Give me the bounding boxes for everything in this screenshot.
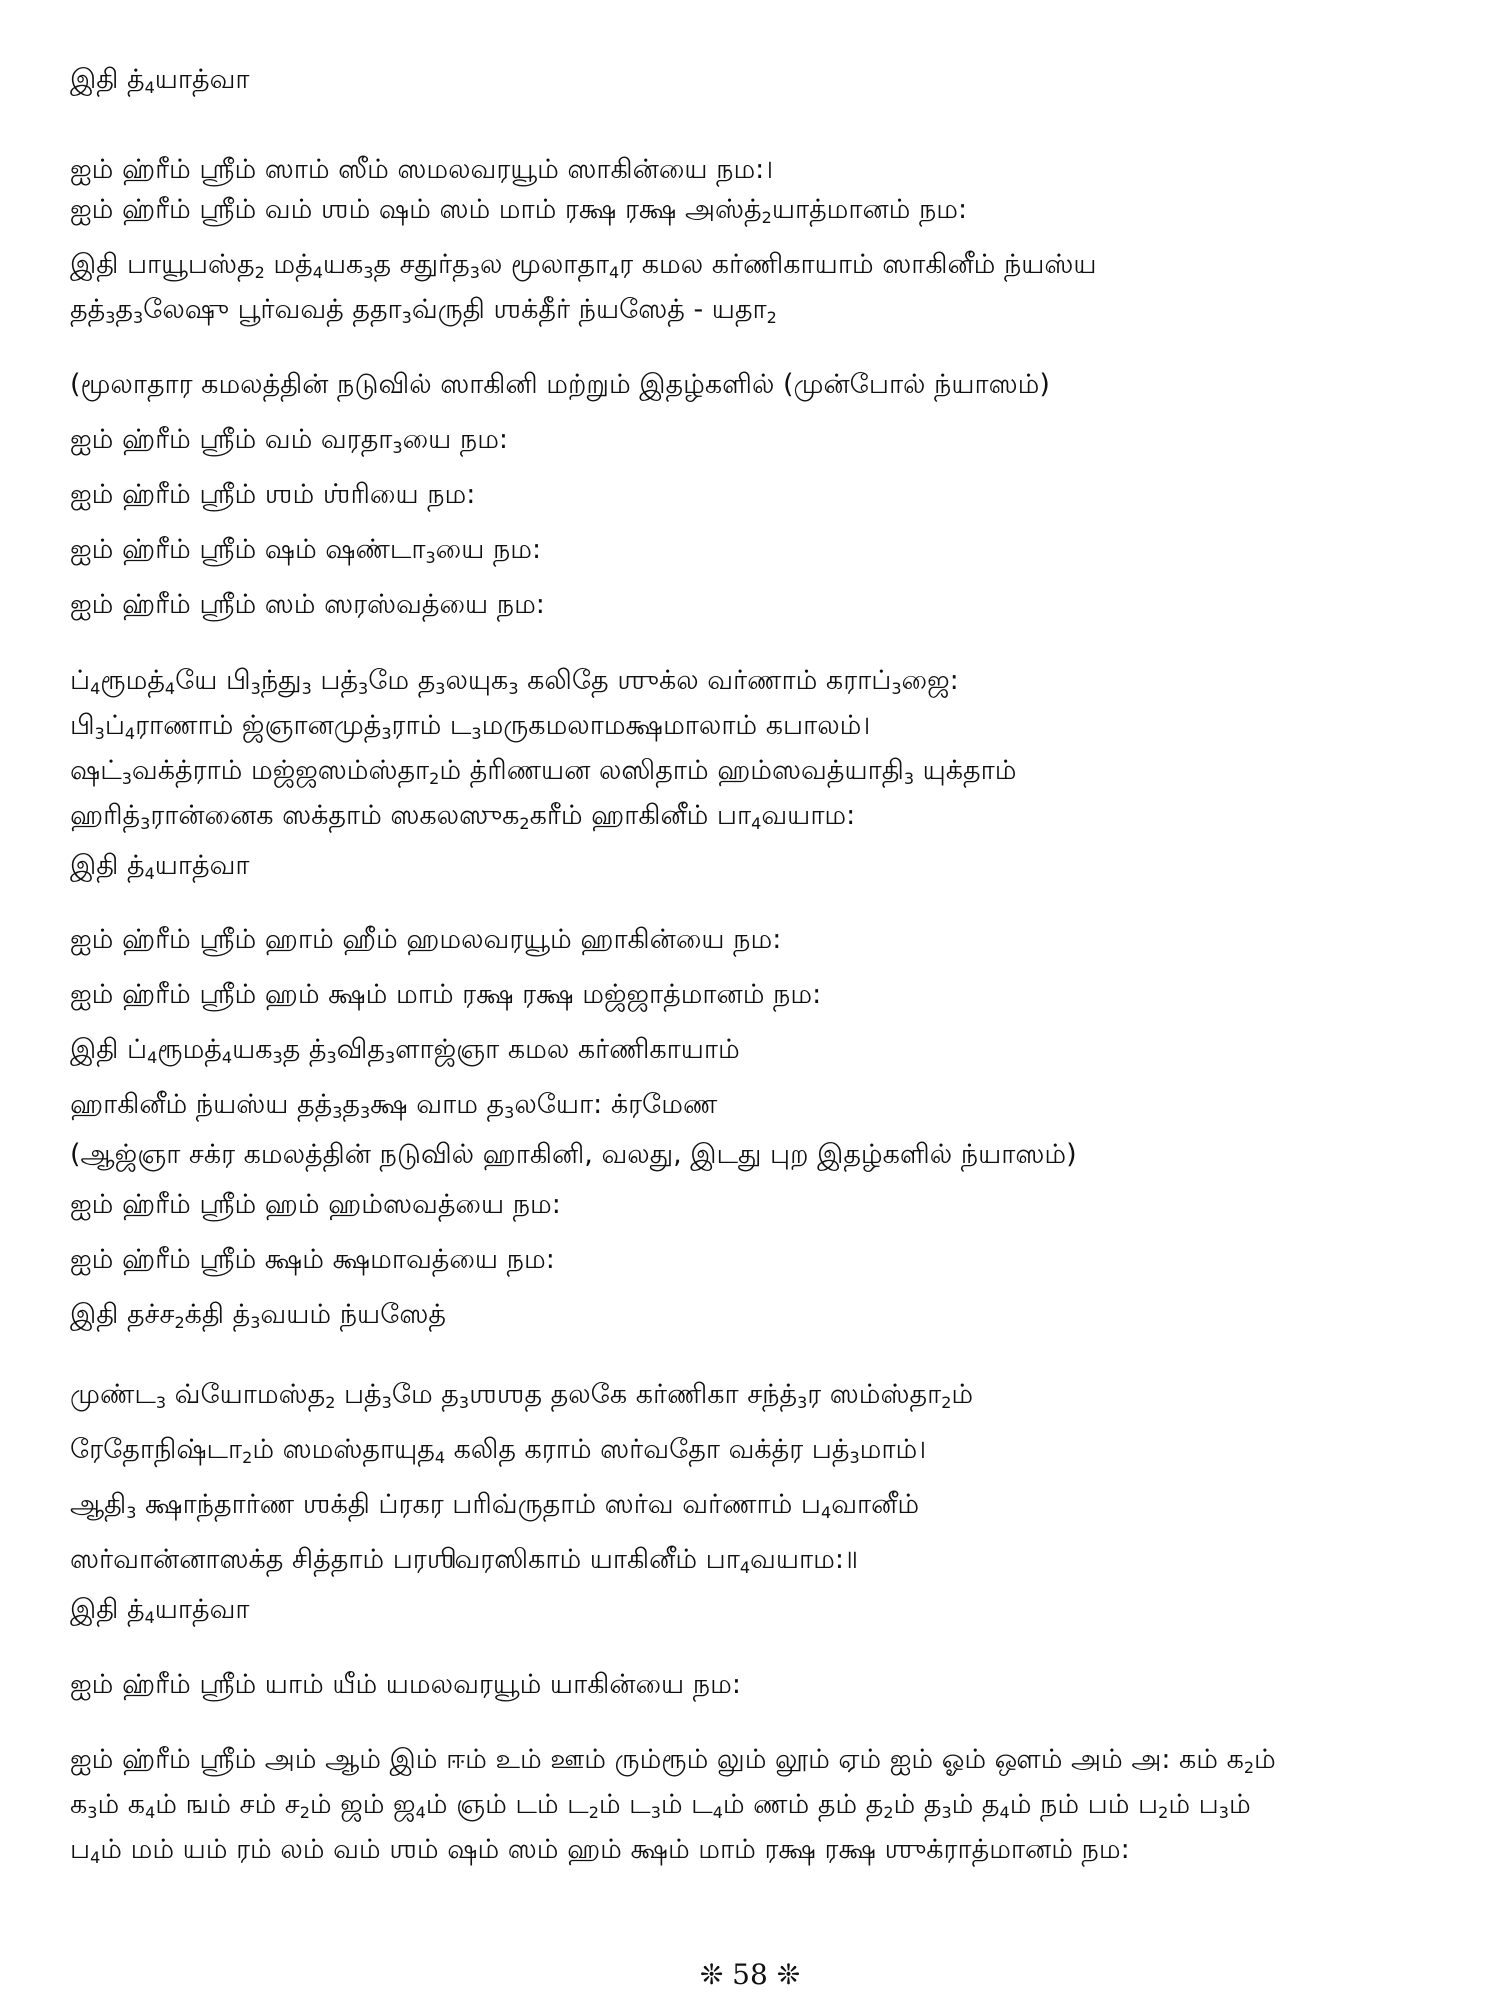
text-segment: மத் — [264, 249, 313, 280]
text-segment: யாத்வா — [154, 64, 250, 95]
subscript-digit: 4 — [751, 814, 762, 833]
subscript-digit: 2 — [941, 1393, 952, 1412]
text-segment: ம் நம் பம் ப — [1009, 1789, 1159, 1820]
subscript-digit: 2 — [588, 1803, 599, 1822]
text-segment: ம் — [1228, 1789, 1251, 1820]
text-segment: ம் — [1254, 1744, 1276, 1775]
text-segment: இதி த் — [70, 1594, 145, 1625]
subscript-digit: 4 — [164, 679, 176, 698]
text-segment: ஐம் ஹ்ரீம் ஸ்ரீம் ஹாம் ஹீம் ஹமலவரயூம் ஹாகின்யை நம: — [70, 924, 782, 955]
subscript-digit: 3 — [363, 263, 374, 282]
text-segment: பத் — [311, 665, 359, 696]
text-segment: யக — [232, 1034, 273, 1065]
subscript-digit: 2 — [299, 1803, 310, 1822]
subscript-digit: 2 — [254, 263, 265, 282]
text-segment: ஐம் ஹ்ரீம் ஸ்ரீம் ஸாம் ஸீம் ஸமலவரயூம் ஸாகின்யை நம:। — [70, 154, 774, 185]
text-line — [70, 1032, 1450, 1068]
subscript-digit: 3 — [326, 1048, 337, 1067]
subscript-digit: 3 — [94, 724, 105, 743]
text-segment: ராம் ட — [391, 710, 472, 741]
text-line — [70, 532, 1450, 568]
text-line — [70, 1542, 1450, 1578]
text-line — [70, 1487, 1450, 1523]
text-segment: க — [70, 1789, 88, 1820]
text-segment: லயுக — [445, 665, 509, 696]
subscript-digit: 3 — [903, 769, 915, 788]
text-segment: ஐம் ஹ்ரீம் ஸ்ரீம் க்ஷம் க்ஷமாவத்யை நம: — [70, 1244, 555, 1275]
text-segment: வயம் ந்யஸேத் — [260, 1299, 446, 1330]
text-segment: ம் த — [951, 1789, 1000, 1820]
text-segment: வயாம: — [761, 800, 856, 831]
subscript-digit: 3 — [392, 438, 403, 457]
subscript-digit: 3 — [471, 724, 482, 743]
text-segment: யை நம: — [435, 534, 542, 565]
subscript-digit: 2 — [519, 814, 530, 833]
text-line — [70, 1592, 1450, 1628]
text-line — [70, 477, 1450, 513]
text-segment: இதி ப் — [70, 1034, 148, 1065]
text-segment: (ஆஜ்ஞா சக்ர கமலத்தின் நடுவில் ஹாகினி, வலது, இடது புற இதழ்களில் ந்யாஸம்) — [70, 1139, 1077, 1170]
text-segment: ஶஶத தலகே கர்ணிகா சந்த் — [469, 1379, 798, 1410]
subscript-digit: 3 — [891, 679, 902, 698]
text-segment: கரீம் ஹாகினீம் பா — [529, 800, 752, 831]
text-segment: மாம்। — [859, 1434, 927, 1465]
text-segment: ஷட் — [70, 755, 122, 786]
subscript-digit: 4 — [221, 1048, 233, 1067]
text-segment: (மூலாதார கமலத்தின் நடுவில் ஸாகினி மற்றும் இதழ்களில் (முன்போல் ந்யாஸம்) — [70, 369, 1050, 400]
text-segment: ஐம் ஹ்ரீம் ஸ்ரீம் அம் ஆம் இம் ஈம் உம் ஊம் ரும்ரூம் லும் லூம் ஏம் ஐம் ஓம் ஔம் அம் அ: கம் க — [70, 1744, 1244, 1775]
text-segment: வ்ருதி ஶக்தீர் ந்யஸேத் - யதா — [411, 294, 767, 325]
subscript-digit: 2 — [883, 1803, 894, 1822]
text-line — [70, 1137, 1450, 1173]
text-segment: த — [342, 1089, 360, 1120]
text-line — [70, 922, 1450, 958]
text-segment: பத் — [335, 1379, 382, 1410]
subscript-digit: 4 — [712, 1803, 723, 1822]
subscript-digit: 3 — [140, 814, 151, 833]
text-segment: ம் த — [893, 1789, 942, 1820]
text-segment: கலிதே ஶுக்ல வர்ணாம் கராப் — [518, 665, 892, 696]
text-segment: கலித கராம் ஸர்வதோ வக்த்ர பத் — [445, 1434, 850, 1465]
text-segment: த த் — [282, 1034, 327, 1065]
text-segment: ல மூலாதா — [479, 249, 610, 280]
text-segment: ம் ஸமஸ்தாயுத — [252, 1434, 435, 1465]
text-segment: ந்து — [260, 665, 302, 696]
text-segment: யுக்தாம் — [914, 755, 1017, 786]
subscript-digit: 3 — [332, 1103, 343, 1122]
text-segment: த சதுர்த — [373, 249, 470, 280]
text-segment: ர கமல கர்ணிகாயாம் ஸாகினீம் ந்யஸ்ய — [619, 249, 1097, 280]
text-segment: இதி பாயூபஸ்த — [70, 249, 255, 280]
text-segment: ப் — [104, 710, 125, 741]
subscript-digit: 3 — [87, 1803, 98, 1822]
text-segment: ரூமத் — [100, 665, 165, 696]
text-segment: ர ஸம்ஸ்தா — [807, 1379, 942, 1410]
subscript-digit: 4 — [999, 1803, 1010, 1822]
subscript-digit: 4 — [434, 1448, 446, 1467]
text-line — [70, 1242, 1450, 1278]
subscript-digit: 2 — [242, 1448, 253, 1467]
text-line — [70, 1667, 1450, 1703]
subscript-digit: 2 — [1243, 1758, 1255, 1777]
subscript-digit: 4 — [144, 1608, 155, 1627]
text-segment: மருகமலாமக்ஷமாலாம் கபாலம்। — [481, 710, 871, 741]
text-segment: யாத்மானம் நம: — [771, 194, 968, 225]
text-segment: வயாம:॥ — [750, 1544, 859, 1575]
text-segment: ஐம் ஹ்ரீம் ஸ்ரீம் ஸம் ஸரஸ்வத்யை நம: — [70, 589, 545, 620]
subscript-digit: 4 — [147, 1048, 158, 1067]
text-segment: இதி தச்ச — [70, 1299, 175, 1330]
text-line — [70, 753, 1450, 789]
subscript-digit: 3 — [425, 548, 436, 567]
subscript-digit: 3 — [132, 308, 144, 327]
subscript-digit: 3 — [301, 679, 312, 698]
text-line — [70, 247, 1450, 283]
text-line — [70, 587, 1450, 623]
subscript-digit: 2 — [174, 1313, 185, 1332]
text-segment: ராணாம் ஜ்ஞானமுத் — [135, 710, 382, 741]
subscript-digit: 3 — [384, 1048, 396, 1067]
subscript-digit: 3 — [155, 1393, 167, 1412]
subscript-digit: 3 — [105, 308, 116, 327]
text-segment: ஜை: — [901, 665, 959, 696]
subscript-digit: 4 — [312, 263, 323, 282]
text-segment: இதி த் — [70, 850, 145, 881]
text-line — [70, 1377, 1450, 1413]
subscript-digit: 4 — [739, 1558, 751, 1577]
text-segment: ம் ப — [1168, 1789, 1219, 1820]
text-line — [70, 1087, 1450, 1123]
subscript-digit: 3 — [381, 1393, 392, 1412]
subscript-digit: 3 — [381, 724, 392, 743]
subscript-digit: 4 — [415, 1803, 426, 1822]
subscript-digit: 3 — [849, 1448, 860, 1467]
subscript-digit: 2 — [325, 1393, 336, 1412]
subscript-digit: 3 — [401, 308, 412, 327]
subscript-digit: 2 — [429, 769, 440, 788]
text-segment: யாத்வா — [154, 1594, 250, 1625]
text-segment: ம் ஞம் டம் ட — [425, 1789, 589, 1820]
text-segment: மே த — [391, 1379, 459, 1410]
text-line — [70, 1787, 1450, 1823]
text-segment: க்ஷாந்தார்ண ஶக்தி ப்ரகர பரிவ்ருதாம் ஸர்வ வர்ணாம் ப — [136, 1489, 822, 1520]
subscript-digit: 3 — [1218, 1803, 1229, 1822]
text-segment: ம் மம் யம் ரம் லம் வம் ஶம் ஷம் ஸம் ஹம் க்ஷம் மாம் ரக்ஷ ரக்ஷ ஶுக்ராத்மானம் நம: — [100, 1834, 1130, 1865]
text-line — [70, 292, 1450, 328]
text-segment: ஹரித் — [70, 800, 141, 831]
subscript-digit: 3 — [358, 679, 369, 698]
text-segment: வானீம் — [831, 1489, 920, 1520]
subscript-digit: 3 — [469, 263, 480, 282]
text-segment: ஐம் ஹ்ரீம் ஸ்ரீம் வம் வரதா — [70, 424, 393, 455]
text-segment: ப் — [70, 665, 91, 696]
text-segment: யக — [322, 249, 364, 280]
subscript-digit: 2 — [761, 208, 772, 227]
text-line — [70, 663, 1450, 699]
subscript-digit: 3 — [504, 1103, 515, 1122]
text-segment: ம் ணம் தம் த — [722, 1789, 884, 1820]
text-segment: ளாஜ்ஞா கமல கர்ணிகாயாம் — [395, 1034, 740, 1065]
subscript-digit: 3 — [797, 1393, 808, 1412]
subscript-digit: 4 — [609, 263, 620, 282]
text-line — [70, 152, 1450, 188]
text-segment: ஐம் ஹ்ரீம் ஸ்ரீம் யாம் யீம் யமலவரயூம் யாகின்யை நம: — [70, 1669, 741, 1700]
text-segment: வக்த்ராம் மஜ்ஜஸம்ஸ்தா — [131, 755, 430, 786]
text-segment: ம் ட — [598, 1789, 651, 1820]
text-segment: ம் — [951, 1379, 974, 1410]
subscript-digit: 3 — [508, 679, 519, 698]
text-line — [70, 367, 1450, 403]
subscript-digit: 4 — [124, 724, 136, 743]
text-line — [70, 1432, 1450, 1468]
subscript-digit: 3 — [435, 679, 446, 698]
text-segment: பி — [70, 710, 95, 741]
subscript-digit: 4 — [90, 679, 101, 698]
text-segment: க்ஷ வாம த — [370, 1089, 505, 1120]
subscript-digit: 4 — [144, 78, 155, 97]
subscript-digit: 3 — [941, 1803, 952, 1822]
text-segment: ஹாகினீம் ந்யஸ்ய தத் — [70, 1089, 333, 1120]
subscript-digit: 3 — [250, 1313, 261, 1332]
text-segment: ஐம் ஹ்ரீம் ஸ்ரீம் ஹம் ஹம்ஸவத்யை நம: — [70, 1189, 561, 1220]
text-line — [70, 1297, 1450, 1333]
text-segment: மே த — [368, 665, 436, 696]
text-segment: ஸர்வான்னாஸக்த சித்தாம் பரஶிவரஸிகாம் யாகினீம் பா — [70, 1544, 740, 1575]
text-line — [70, 62, 1450, 98]
text-segment: ஆதி — [70, 1489, 127, 1520]
subscript-digit: 3 — [250, 679, 261, 698]
subscript-digit: 3 — [650, 1803, 661, 1822]
text-line — [70, 1742, 1450, 1778]
text-segment: ம் ஜம் ஜ — [309, 1789, 416, 1820]
text-segment: ப — [70, 1834, 91, 1865]
subscript-digit: 4 — [144, 864, 155, 883]
text-segment: யாத்வா — [154, 850, 250, 881]
subscript-digit: 3 — [272, 1048, 283, 1067]
subscript-digit: 4 — [821, 1503, 832, 1522]
text-line — [70, 848, 1450, 884]
text-line — [70, 192, 1450, 228]
text-segment: க்தி த் — [184, 1299, 251, 1330]
text-segment: த — [115, 294, 133, 325]
subscript-digit: 4 — [145, 1803, 156, 1822]
text-segment: ஐம் ஹ்ரீம் ஸ்ரீம் ஶம் ஶ்ரியை நம: — [70, 479, 476, 510]
text-line — [70, 977, 1450, 1013]
subscript-digit: 3 — [121, 769, 132, 788]
text-segment: ரூமத் — [157, 1034, 222, 1065]
text-line — [70, 422, 1450, 458]
text-line — [70, 798, 1450, 834]
subscript-digit: 3 — [458, 1393, 470, 1412]
text-segment: ரேதோநிஷ்டா — [70, 1434, 243, 1465]
text-segment: லயோ: க்ரமேண — [514, 1089, 718, 1120]
text-segment: ம் த்ரிணயன லஸிதாம் ஹம்ஸவத்யாதி — [439, 755, 904, 786]
text-segment: வ்யோமஸ்த — [166, 1379, 326, 1410]
subscript-digit: 3 — [359, 1103, 371, 1122]
subscript-digit: 2 — [766, 308, 777, 327]
text-segment: முண்ட — [70, 1379, 156, 1410]
text-segment: இதி த் — [70, 64, 145, 95]
text-segment: ஐம் ஹ்ரீம் ஸ்ரீம் ஷம் ஷண்டா — [70, 534, 426, 565]
text-line — [70, 1832, 1450, 1868]
text-segment: ம் ஙம் சம் ச — [155, 1789, 300, 1820]
text-segment: ஐம் ஹ்ரீம் ஸ்ரீம் ஹம் க்ஷம் மாம் ரக்ஷ ரக்ஷ மஜ்ஜாத்மானம் நம: — [70, 979, 822, 1010]
text-segment: ம் க — [97, 1789, 146, 1820]
text-line — [70, 708, 1450, 744]
text-segment: ஐம் ஹ்ரீம் ஸ்ரீம் வம் ஶம் ஷம் ஸம் மாம் ரக்ஷ ரக்ஷ அஸ்த் — [70, 194, 762, 225]
text-segment: ம் ட — [660, 1789, 713, 1820]
text-line — [70, 1187, 1450, 1223]
text-segment: யை நம: — [402, 424, 509, 455]
text-segment: யே பி — [175, 665, 251, 696]
text-segment: தத் — [70, 294, 106, 325]
subscript-digit: 3 — [126, 1503, 137, 1522]
subscript-digit: 2 — [1158, 1803, 1169, 1822]
subscript-digit: 4 — [90, 1848, 101, 1867]
page-number: ❊ 58 ❊ — [699, 1958, 801, 1991]
text-segment: லேஷு பூர்வவத் ததா — [143, 294, 402, 325]
text-segment: வித — [336, 1034, 385, 1065]
text-segment: ரான்னைக ஸக்தாம் ஸகலஸுக — [150, 800, 520, 831]
